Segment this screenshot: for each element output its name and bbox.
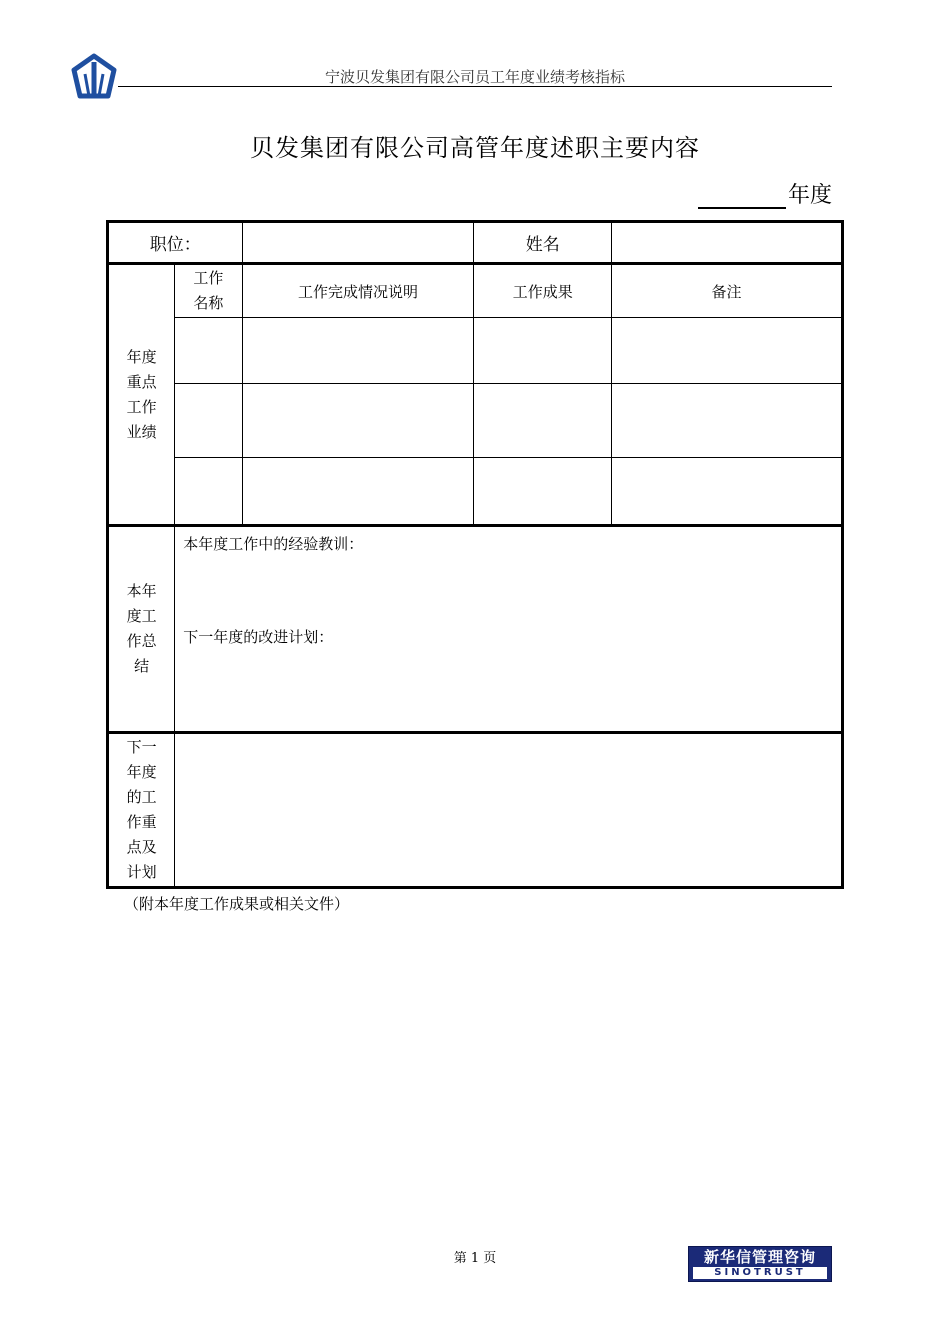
name-value-cell[interactable] <box>612 222 843 264</box>
brand-cn: 新华信管理咨询 <box>703 1248 816 1266</box>
table-row <box>108 384 843 458</box>
section-annual-summary-label: 本年 度工 作总 结 <box>108 526 175 733</box>
brand-en: SINOTRUST <box>693 1267 827 1279</box>
company-logo-icon <box>70 52 118 100</box>
remark-cell[interactable] <box>612 384 843 458</box>
year-blank-line[interactable] <box>698 181 786 209</box>
position-label: 职位： <box>108 222 243 264</box>
name-label: 姓名 <box>474 222 612 264</box>
col-header-work-name: 工作 名称 <box>175 264 242 318</box>
table-row <box>108 458 843 526</box>
description-cell[interactable] <box>242 318 474 384</box>
col-header-result: 工作成果 <box>474 264 612 318</box>
improvement-plan-label: 下一年度的改进计划： <box>183 628 334 646</box>
remark-cell[interactable] <box>612 458 843 526</box>
year-field <box>698 178 832 209</box>
annual-summary-cell[interactable] <box>175 526 843 733</box>
work-name-cell[interactable] <box>175 458 242 526</box>
year-label: 年度 <box>787 183 832 208</box>
work-name-cell[interactable] <box>175 318 242 384</box>
header-text: 宁波贝发集团有限公司员工年度业绩考核指标 <box>324 68 625 86</box>
position-value-cell[interactable] <box>242 222 474 264</box>
col-header-description: 工作完成情况说明 <box>242 264 474 318</box>
lessons-label: 本年度工作中的经验教训： <box>183 535 364 553</box>
document-title: 贝发集团有限公司高管年度述职主要内容 <box>250 134 700 162</box>
next-year-plan-cell[interactable] <box>175 733 843 888</box>
description-cell[interactable] <box>242 458 474 526</box>
description-cell[interactable] <box>242 384 474 458</box>
page-number: 第 1 页 <box>453 1251 497 1266</box>
section-key-achievements-label: 年度 重点 工作 业绩 <box>108 264 175 526</box>
report-form-table <box>106 220 844 889</box>
table-row <box>108 318 843 384</box>
col-header-remark: 备注 <box>612 264 843 318</box>
result-cell[interactable] <box>474 458 612 526</box>
work-name-cell[interactable] <box>175 384 242 458</box>
result-cell[interactable] <box>474 318 612 384</box>
attachment-note: （附本年度工作成果或相关文件） <box>124 895 350 913</box>
remark-cell[interactable] <box>612 318 843 384</box>
result-cell[interactable] <box>474 384 612 458</box>
sinotrust-logo <box>688 1246 832 1282</box>
section-next-year-plan-label: 下一 年度 的工 作重 点及 计划 <box>108 733 175 888</box>
